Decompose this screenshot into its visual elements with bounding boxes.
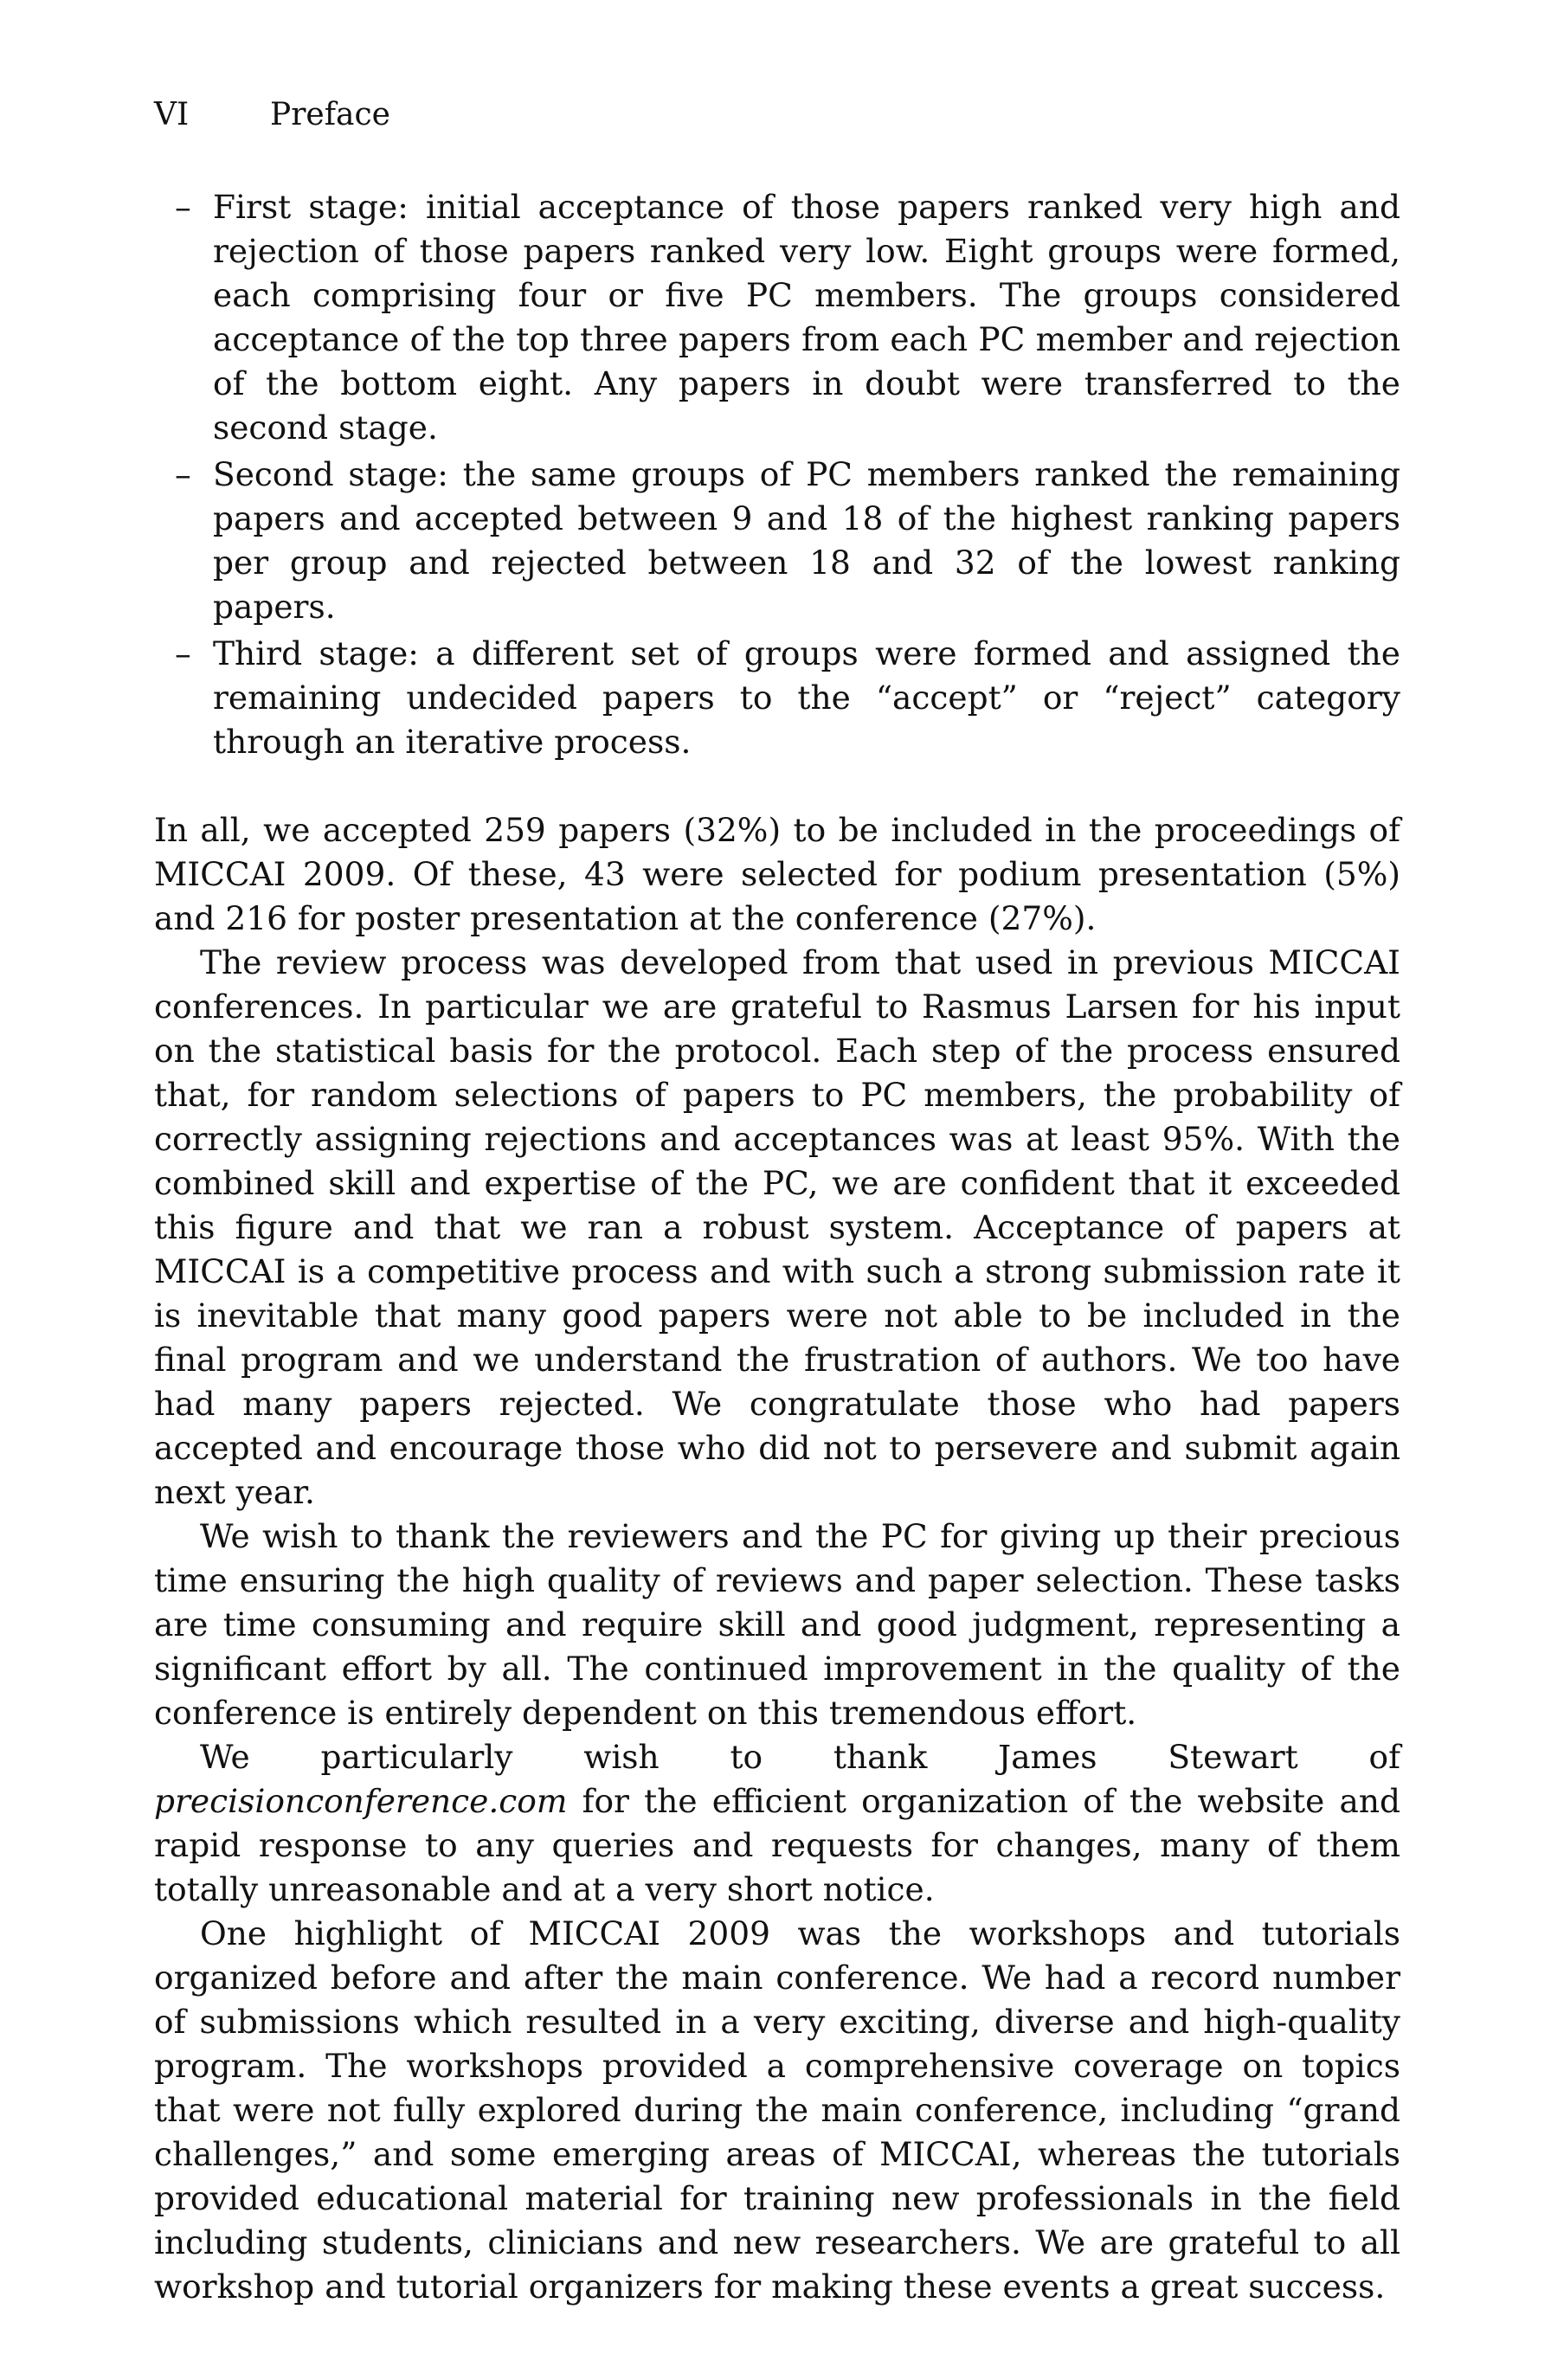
list-item bbox=[154, 453, 1400, 629]
review-stages-list bbox=[154, 185, 1400, 764]
paragraph-text: We particularly wish to thank James Stewart of bbox=[200, 1738, 1400, 1776]
stage-third-text: Third stage: a different set of groups were formed and assigned the remaining undecided papers to the “accept” or “reject” category through an iterative process. bbox=[213, 634, 1400, 761]
running-head bbox=[154, 93, 1400, 137]
paragraph-thanks-reviewers: We wish to thank the reviewers and the PC for giving up their precious time ensuring the high quality of reviews and paper selection. These tasks are time consuming and require skill and good judgment, representing a significant effort by all. The continued improvement in the quality of the conference is entirely dependent on this tremendous effort. bbox=[154, 1517, 1400, 1732]
running-title: Preface bbox=[270, 97, 390, 132]
paragraph-text: for the efficient organization of the website and rapid response to any queries and requests for changes, many of them totally unreasonable and at a very short notice. bbox=[154, 1782, 1400, 1908]
paragraph-review-process: The review process was developed from that used in previous MICCAI conferences. In particular we are grateful to Rasmus Larsen for his input on the statistical basis for the protocol. Each step of the process ensured that, for random selections of papers to PC members, the probability of correctly assigning rejections and acceptances was at least 95%. With the combined skill and expertise of the PC, we are confident that it exceeded this figure and that we ran a robust system. Acceptance of papers at MICCAI is a competitive process and with such a strong submission rate it is inevitable that many good papers were not able to be included in the final program and we understand the frustration of authors. We too have had many papers rejected. We congratulate those who had papers accepted and encourage those who did not to persevere and submit again next year. bbox=[154, 943, 1400, 1511]
list-item bbox=[154, 632, 1400, 764]
list-dash: – bbox=[175, 455, 191, 493]
list-item bbox=[154, 185, 1400, 450]
stage-first-text: First stage: initial acceptance of those papers ranked very high and rejection of those papers ranked very low. Eight groups were formed, each comprising four or five PC members. The groups considered acceptance of the top three papers from each PC member and rejection of the bottom eight. Any papers in doubt were transferred to the second stage. bbox=[213, 188, 1400, 447]
stage-second-text: Second stage: the same groups of PC members ranked the remaining papers and accepted between 9 and 18 of the highest ranking papers per group and rejected between 18 and 32 of the lowest ranking papers. bbox=[213, 455, 1400, 626]
body-text bbox=[154, 185, 1400, 2309]
list-dash: – bbox=[175, 634, 191, 672]
website-name: precisionconference.com bbox=[154, 1782, 568, 1820]
paragraph-acceptance-stats: In all, we accepted 259 papers (32%) to be included in the proceedings of MICCAI 2009. Of these, 43 were selected for podium presentation (5%) and 216 for poster presentation at the conference (27%). bbox=[154, 811, 1400, 937]
list-dash: – bbox=[175, 188, 191, 226]
paragraph-thanks-website bbox=[154, 1735, 1400, 1912]
page-number: VI bbox=[154, 97, 190, 132]
paragraph-workshops: One highlight of MICCAI 2009 was the workshops and tutorials organized before and after the main conference. We had a record number of submissions which resulted in a very exciting, diverse and high-quality program. The workshops provided a comprehensive coverage on topics that were not fully explored during the main conference, including “grand challenges,” and some emerging areas of MICCAI, whereas the tutorials provided educational material for training new professionals in the field including students, clinicians and new researchers. We are grateful to all workshop and tutorial organizers for making these events a great success. bbox=[154, 1914, 1400, 2306]
